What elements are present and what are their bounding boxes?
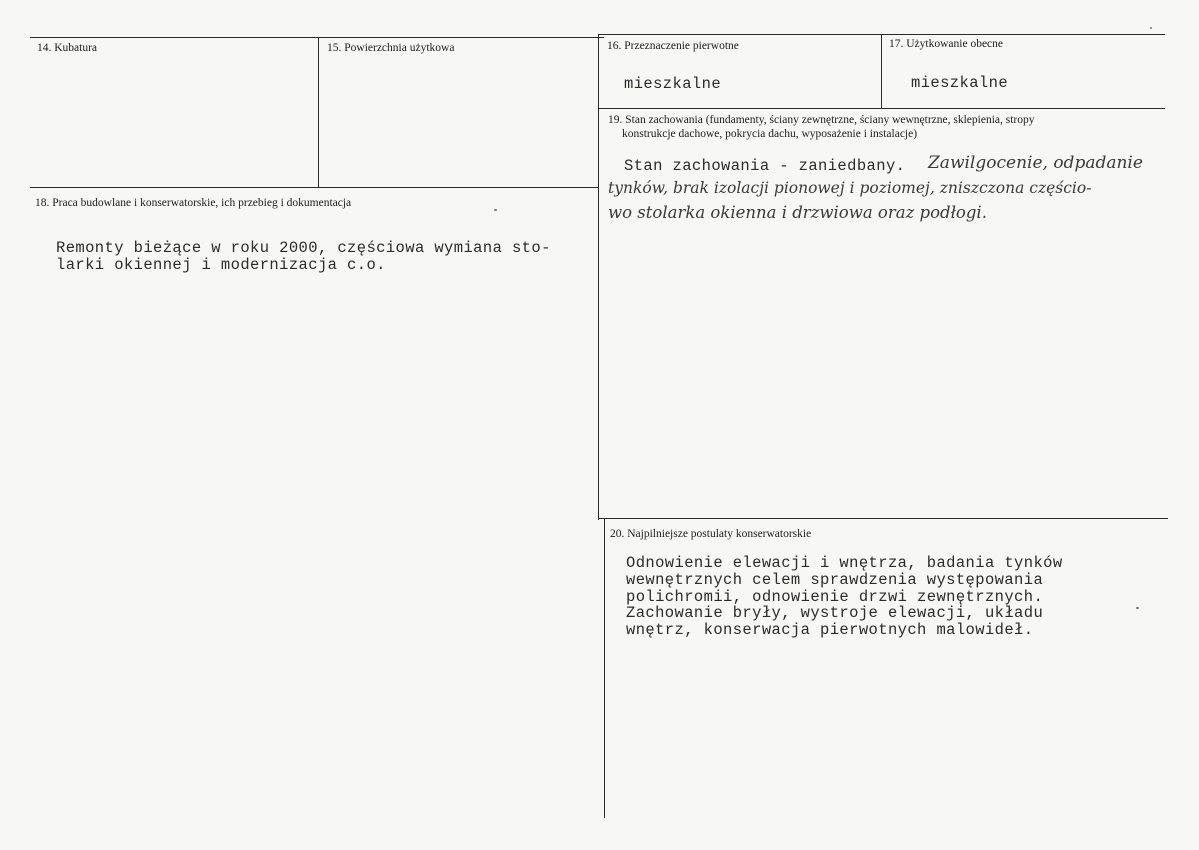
field-20-label: 20. Najpilniejsze postulaty konserwatorskie	[610, 528, 812, 540]
field-15-label: 15. Powierzchnia użytkowa	[327, 42, 455, 54]
divider-16-17	[881, 34, 882, 108]
field-19-label-line-1: 19. Stan zachowania (fundamenty, ściany zewnętrzne, ściany wewnętrzne, sklepienia, stropy	[608, 114, 1035, 126]
divider-row-20	[598, 518, 1168, 519]
field-19-handwriting-line-1: Zawilgocenie, odpadanie	[928, 153, 1143, 173]
field-14-label: 14. Kubatura	[37, 42, 98, 54]
center-divider-lower	[604, 518, 605, 818]
center-divider	[598, 34, 599, 520]
field-19-label-line-2: konstrukcje dachowe, pokrycia dachu, wyposażenie i instalacje)	[622, 128, 918, 140]
divider-14-15	[318, 37, 319, 187]
field-17-value: mieszkalne	[911, 74, 1009, 92]
field-18-line-1: Remonty bieżące w roku 2000, częściowa wymiana sto-	[56, 239, 551, 257]
top-border-left	[30, 37, 604, 38]
field-19-handwriting-line-3: wo stolarka okienna i drzwiowa oraz podłogi.	[608, 203, 987, 222]
field-18-line-2: larki okiennej i modernizacja c.o.	[56, 256, 386, 274]
field-20-line-2: wewnętrznych celem sprawdzenia występowania	[626, 571, 1044, 589]
field-20-line-1: Odnowienie elewacji i wnętrza, badania tynków	[626, 554, 1063, 572]
field-20-line-4: Zachowanie bryły, wystroje elewacji, układu	[626, 604, 1044, 622]
scan-speck	[494, 209, 497, 211]
field-19-typed: Stan zachowania - zaniedbany.	[624, 157, 906, 175]
divider-row-18	[30, 187, 598, 188]
field-19-handwriting-line-2: tynków, brak izolacji pionowej i poziomej, zniszczona częścio-	[608, 179, 1092, 197]
field-20-line-3: polichromii, odnowienie drzwi zewnętrznych.	[626, 588, 1044, 606]
scan-speck	[1136, 607, 1139, 609]
field-17-label: 17. Użytkowanie obecne	[889, 38, 1004, 50]
field-16-value: mieszkalne	[624, 75, 722, 93]
scan-speck	[1150, 27, 1152, 29]
field-20-line-5: wnętrz, konserwacja pierwotnych malowideł.	[626, 621, 1034, 639]
divider-row-19	[598, 108, 1165, 109]
field-18-label: 18. Praca budowlane i konserwatorskie, ich przebieg i dokumentacja	[35, 197, 352, 209]
field-16-label: 16. Przeznaczenie pierwotne	[607, 40, 739, 52]
